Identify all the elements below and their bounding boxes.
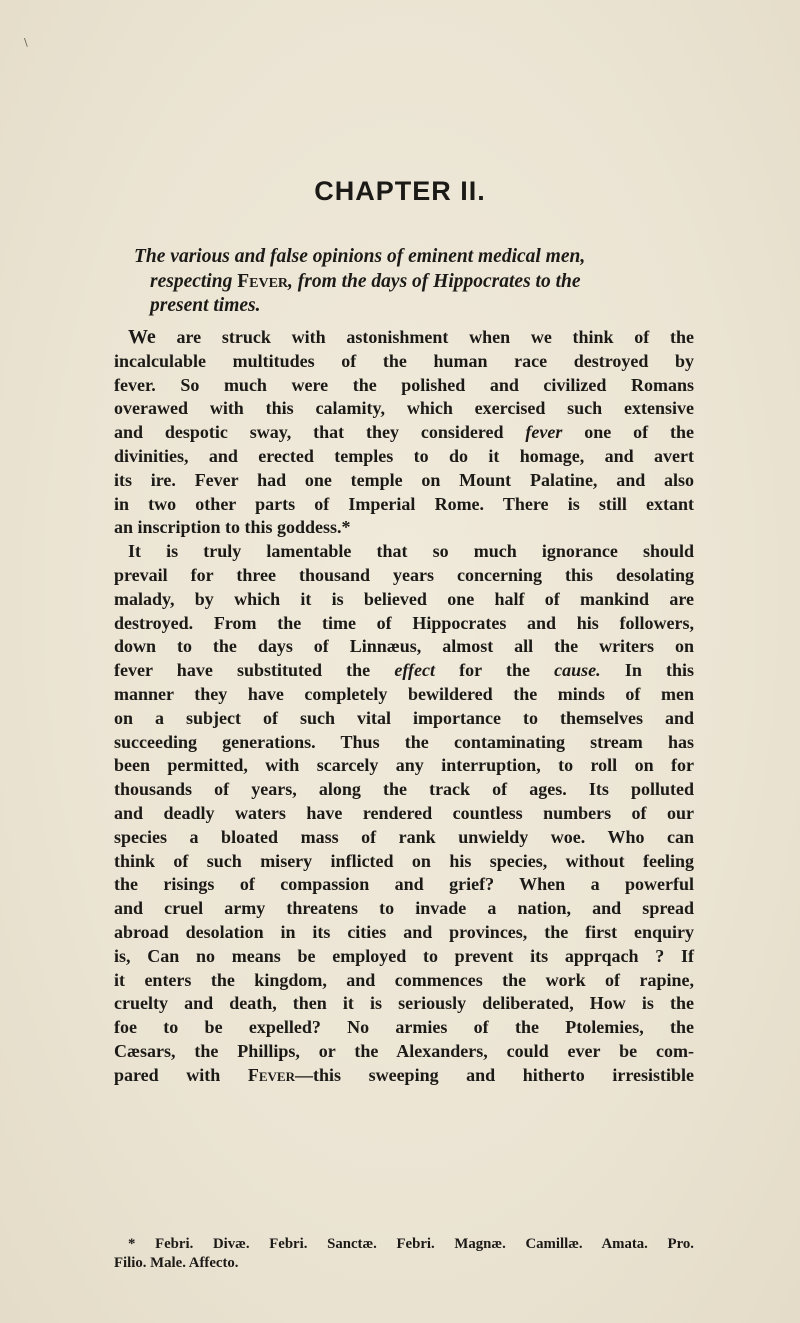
footnote-line: Filio. Male. Affecto. xyxy=(114,1254,239,1271)
body-text: one of the xyxy=(562,422,694,443)
body-line: succeeding generations. Thus the contaminating stream has xyxy=(114,731,694,752)
body-line: overawed with this calamity, which exercised such extensive xyxy=(114,398,694,419)
chapter-body xyxy=(114,326,694,1088)
body-line: foe to be expelled? No armies of the Ptolemies, the xyxy=(114,1017,694,1038)
body-line: Cæsars, the Phillips, or the Alexanders, could ever be com- xyxy=(114,1040,694,1061)
body-line: destroyed. From the time of Hippocrates and his followers, xyxy=(114,612,694,633)
body-line: and cruel army threatens to invade a nation, and spread xyxy=(114,898,694,919)
body-line: species a bloated mass of rank unwieldy woe. Who can xyxy=(114,826,694,847)
body-line: abroad desolation in its cities and provinces, the first enquiry xyxy=(114,921,694,942)
body-line: manner they have completely bewildered the minds of men xyxy=(114,683,694,704)
corner-mark: \ xyxy=(24,36,28,49)
body-line: it enters the kingdom, and commences the work of rapine, xyxy=(114,969,694,990)
emphasis-fever: fever xyxy=(525,422,563,443)
small-caps-fever: Fever xyxy=(247,1064,295,1085)
body-line xyxy=(114,659,694,683)
chapter-subtitle xyxy=(134,245,694,319)
body-line: the risings of compassion and grief? When a powerful xyxy=(114,874,694,895)
body-line: in two other parts of Imperial Rome. There is still extant xyxy=(114,493,694,514)
body-line: down to the days of Linnæus, almost all the writers on xyxy=(114,636,694,657)
footnote xyxy=(114,1235,694,1272)
body-line xyxy=(114,421,694,445)
body-line: It is truly lamentable that so much ignorance should xyxy=(128,541,694,562)
chapter-title: CHAPTER II. xyxy=(314,176,486,206)
footnote-line: * Febri. Divæ. Febri. Sanctæ. Febri. Magnæ. Camillæ. Amata. Pro. xyxy=(128,1236,694,1252)
body-text: for the xyxy=(434,660,555,681)
body-line: been permitted, with scarcely any interruption, to roll on for xyxy=(114,755,694,776)
body-line: prevail for three thousand years concerning this desolating xyxy=(114,564,694,585)
body-line xyxy=(114,326,694,350)
opening-word: We xyxy=(128,326,156,348)
subtitle-line: present times. xyxy=(150,295,261,316)
body-line: on a subject of such vital importance to themselves and xyxy=(114,707,694,728)
body-line: an inscription to this goddess.* xyxy=(114,517,351,538)
subtitle-fever: Fever xyxy=(237,270,289,292)
body-line: thousands of years, along the track of ages. Its polluted xyxy=(114,779,694,800)
subtitle-line: The various and false opinions of eminent medical men, xyxy=(134,246,586,267)
body-text: —this sweeping and hitherto irresistible xyxy=(294,1064,694,1085)
body-text: fever have substituted the xyxy=(114,660,395,681)
subtitle-text: , from the days of Hippocrates to the xyxy=(288,270,581,292)
body-text: are struck with astonishment when we think of the xyxy=(155,327,694,347)
body-text: In this xyxy=(600,660,695,681)
emphasis-cause: cause. xyxy=(554,660,601,681)
body-line: and deadly waters have rendered countless numbers of our xyxy=(114,802,694,823)
body-line: divinities, and erected temples to do it homage, and avert xyxy=(114,445,694,466)
body-text: and despotic sway, that they considered xyxy=(114,422,526,443)
body-line: its ire. Fever had one temple on Mount Palatine, and also xyxy=(114,469,694,490)
body-line: malady, by which it is believed one half of mankind are xyxy=(114,588,694,609)
subtitle-line xyxy=(134,270,694,295)
emphasis-effect: effect xyxy=(394,660,435,681)
body-line: fever. So much were the polished and civilized Romans xyxy=(114,374,694,395)
body-text: pared with xyxy=(114,1064,248,1085)
body-line: cruelty and death, then it is seriously deliberated, How is the xyxy=(114,993,694,1014)
body-line: is, Can no means be employed to prevent its apprqach ? If xyxy=(114,945,694,966)
body-line: incalculable multitudes of the human race destroyed by xyxy=(114,350,694,371)
body-line: think of such misery inflicted on his species, without feeling xyxy=(114,850,694,871)
body-line xyxy=(114,1064,694,1088)
subtitle-text: respecting xyxy=(150,270,238,292)
